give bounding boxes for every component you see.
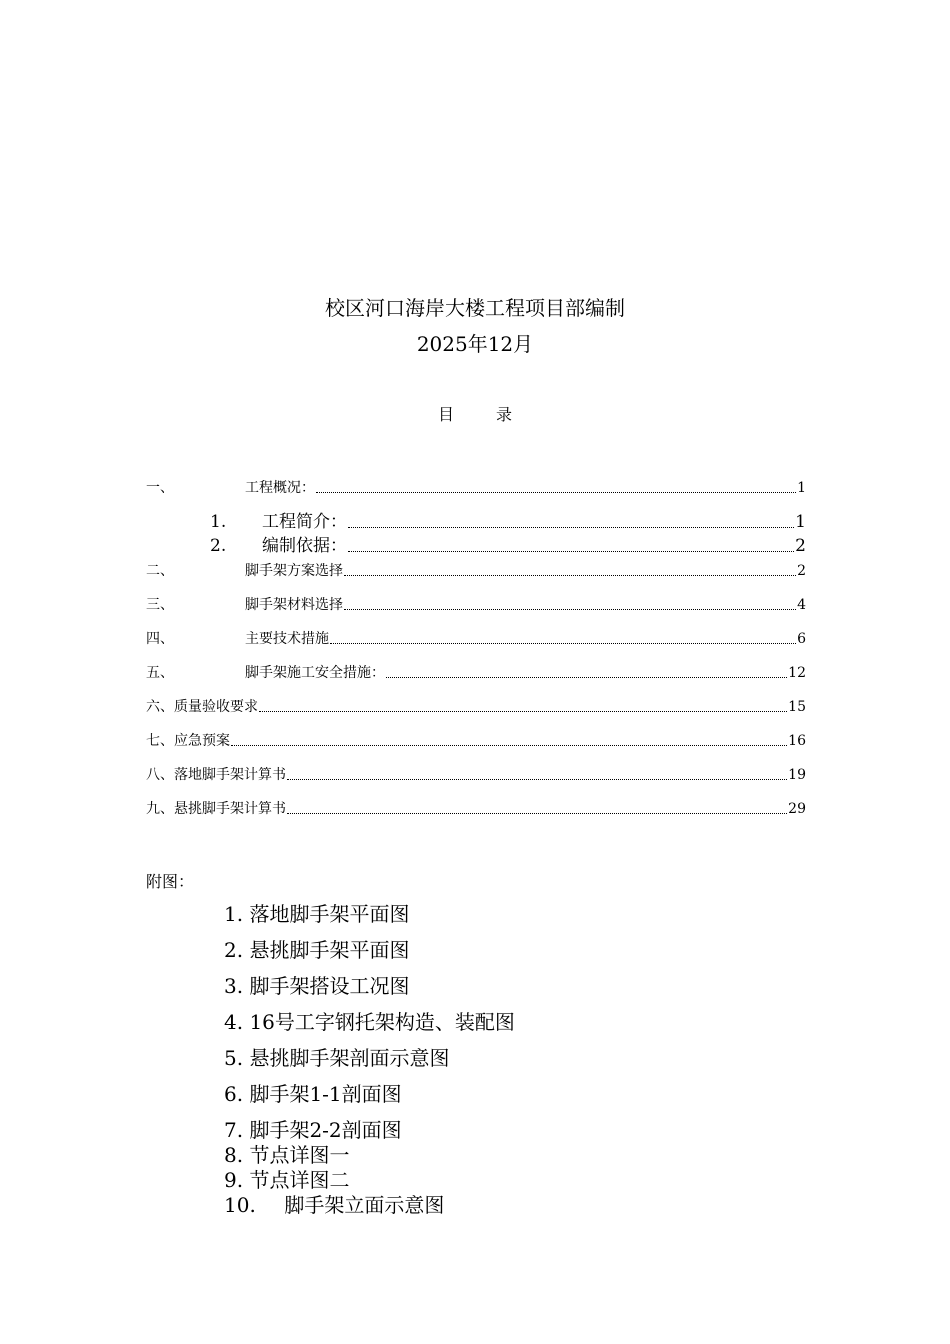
toc-leader — [330, 643, 796, 644]
toc-entry-number: 2. — [210, 536, 227, 556]
figure-item — [224, 973, 409, 999]
figure-item — [224, 1009, 515, 1035]
toc-subentry[interactable] — [210, 535, 806, 557]
toc-leader — [287, 779, 787, 780]
figure-number: 10. — [224, 1193, 256, 1217]
figure-item — [224, 1167, 349, 1193]
toc-entry-page: 4 — [797, 597, 806, 613]
figure-number: 5. — [224, 1046, 244, 1070]
toc-entry-number: 五、 — [146, 665, 174, 681]
figure-item — [224, 1081, 402, 1107]
toc-entry-number: 四、 — [146, 631, 174, 647]
figure-label: 落地脚手架平面图 — [249, 902, 410, 926]
figure-label: 脚手架1-1剖面图 — [249, 1082, 402, 1106]
toc-entry-page: 1 — [795, 512, 806, 532]
toc-entry[interactable] — [146, 663, 806, 683]
toc-entry[interactable] — [146, 765, 806, 785]
figure-number: 9. — [224, 1168, 244, 1192]
toc-entry-label: 工程概况： — [245, 480, 315, 496]
toc-entry-number: 二、 — [146, 563, 174, 579]
toc-entry-label: 九、悬挑脚手架计算书 — [146, 801, 286, 817]
figure-item — [224, 1142, 349, 1168]
figure-number: 7. — [224, 1118, 244, 1142]
figure-label: 悬挑脚手架平面图 — [249, 938, 410, 962]
toc-entry-page: 2 — [795, 536, 806, 556]
toc-entry-label: 编制依据： — [262, 536, 347, 556]
figure-item — [224, 937, 409, 963]
toc-entry-label: 脚手架施工安全措施： — [245, 665, 385, 681]
toc-entry[interactable] — [146, 799, 806, 819]
toc-entry-page: 19 — [788, 767, 806, 783]
toc-entry[interactable] — [146, 478, 806, 498]
toc-leader — [316, 492, 796, 493]
toc-entry-page: 16 — [788, 733, 806, 749]
figure-item — [224, 1117, 402, 1143]
toc-leader — [344, 575, 796, 576]
figure-label: 节点详图一 — [249, 1143, 350, 1167]
toc-title — [0, 405, 950, 425]
figure-number: 2. — [224, 938, 244, 962]
toc-entry-page: 12 — [788, 665, 806, 681]
toc-entry-label: 主要技术措施 — [245, 631, 329, 647]
toc-leader — [344, 609, 796, 610]
toc-entry-page: 29 — [788, 801, 806, 817]
figure-item — [224, 1192, 444, 1218]
toc-title-left: 目 — [437, 405, 454, 424]
toc-entry-page: 6 — [797, 631, 806, 647]
toc-entry[interactable] — [146, 697, 806, 717]
figure-item — [224, 1045, 449, 1071]
figure-label: 悬挑脚手架剖面示意图 — [249, 1046, 450, 1070]
figure-number: 6. — [224, 1082, 244, 1106]
toc-entry-label: 工程简介： — [262, 512, 347, 532]
toc-subentry[interactable] — [210, 511, 806, 533]
toc-leader — [348, 527, 794, 528]
toc-entry-number: 1. — [210, 512, 227, 532]
toc-entry[interactable] — [146, 561, 806, 581]
toc-leader — [259, 711, 787, 712]
toc-leader — [287, 813, 787, 814]
figure-item — [224, 901, 409, 927]
toc-leader — [231, 745, 787, 746]
figure-number: 1. — [224, 902, 244, 926]
figure-number: 4. — [224, 1010, 244, 1034]
date-line: 2025年12月 — [416, 332, 534, 356]
toc-entry-label: 脚手架方案选择 — [245, 563, 343, 579]
toc-entry-label: 八、落地脚手架计算书 — [146, 767, 286, 783]
figure-label: 脚手架立面示意图 — [284, 1193, 445, 1217]
toc-entry-page: 2 — [797, 563, 806, 579]
figure-label: 脚手架2-2剖面图 — [249, 1118, 402, 1142]
toc-entry[interactable] — [146, 731, 806, 751]
toc-leader — [348, 551, 794, 552]
toc-entry-label: 七、应急预案 — [146, 733, 230, 749]
figure-label: 节点详图二 — [249, 1168, 350, 1192]
toc-entry-page: 1 — [797, 480, 806, 496]
figure-number: 3. — [224, 974, 244, 998]
toc-title-right: 录 — [496, 405, 513, 424]
figure-number: 8. — [224, 1143, 244, 1167]
toc-entry-label: 六、质量验收要求 — [146, 699, 258, 715]
figure-label: 16号工字钢托架构造、装配图 — [249, 1010, 515, 1034]
toc-entry-number: 一、 — [146, 480, 174, 496]
toc-entry-number: 三、 — [146, 597, 174, 613]
toc-entry-label: 脚手架材料选择 — [245, 597, 343, 613]
toc-entry-page: 15 — [788, 699, 806, 715]
toc-entry[interactable] — [146, 629, 806, 649]
figures-heading: 附图： — [146, 872, 195, 891]
toc-leader — [386, 677, 787, 678]
toc-entry[interactable] — [146, 595, 806, 615]
organization-line: 校区河口海岸大楼工程项目部编制 — [325, 296, 625, 320]
figure-label: 脚手架搭设工况图 — [249, 974, 410, 998]
